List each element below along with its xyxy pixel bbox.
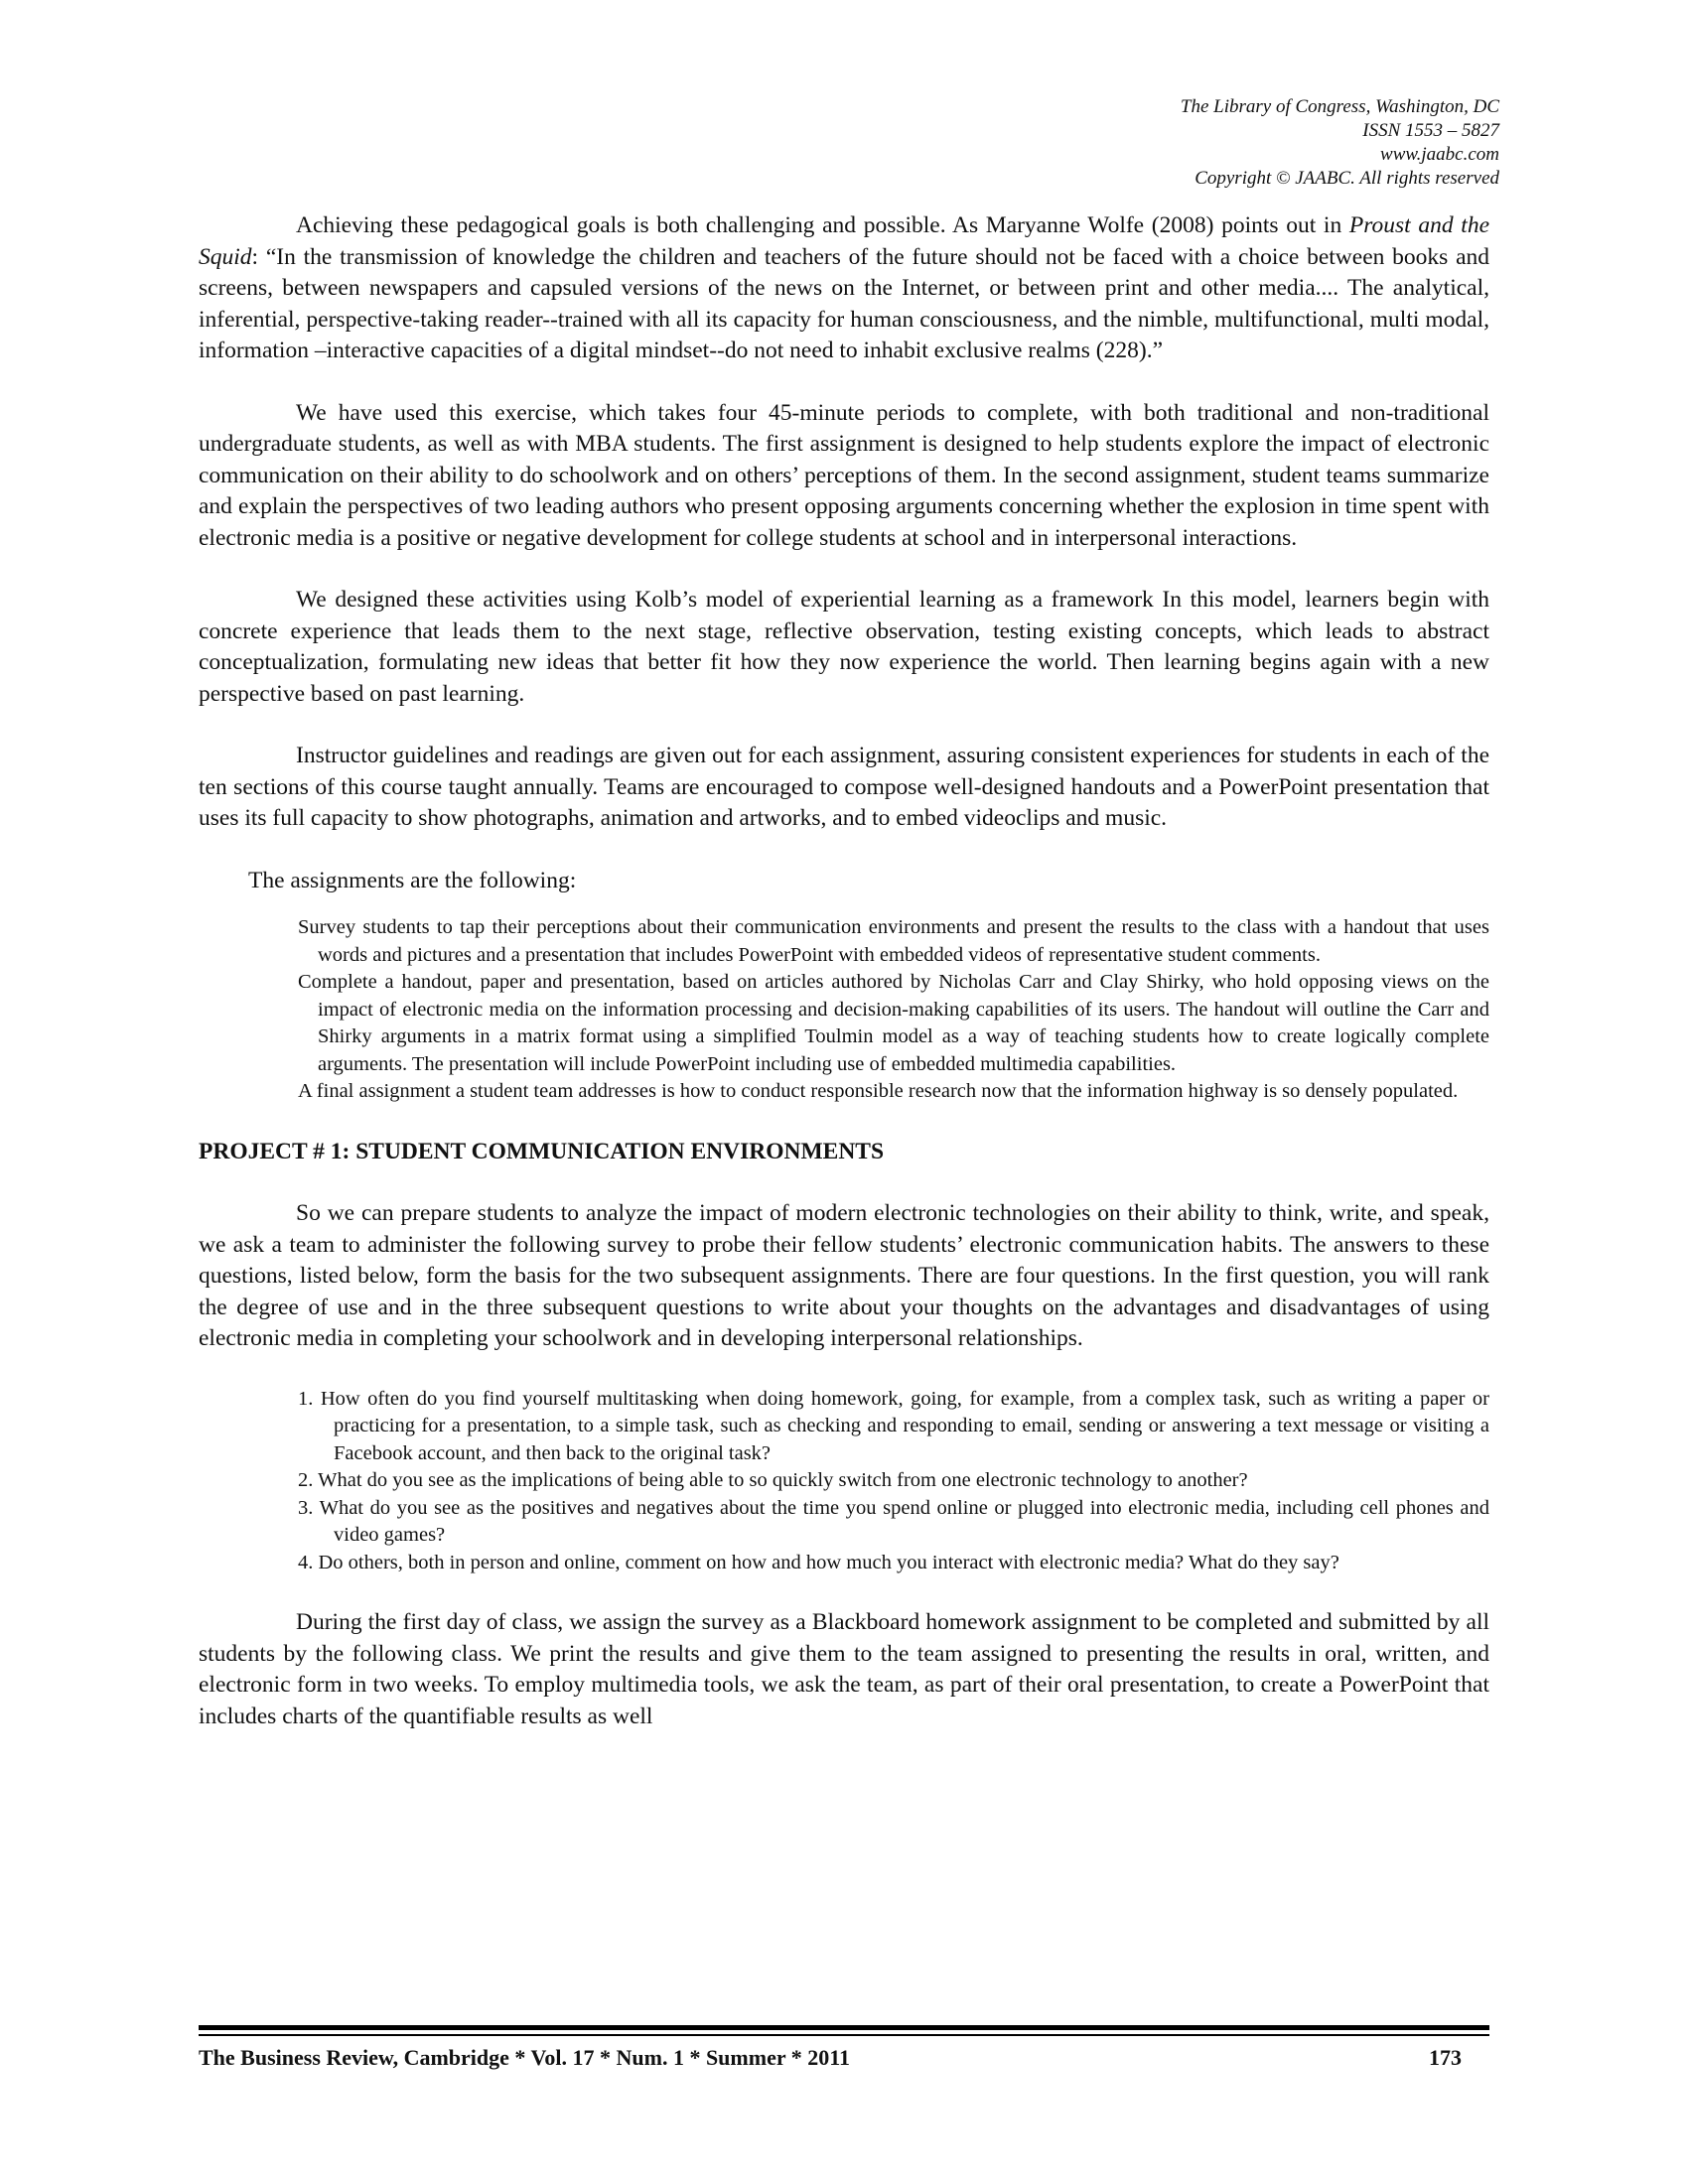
footer-divider-thin: [199, 2034, 1489, 2036]
list-item: A final assignment a student team addresses is how to conduct responsible research now that the information highway is so densely populated.: [298, 1080, 1459, 1102]
paragraph-1-text-b: : “In the transmission of knowledge the children and teachers of the future should not be faced with a choice between books and screens, between newspapers and capsuled versions of the news on the Internet, or between print and other media.... The analytical, inferential, perspective-taking reader--trained with all its capacity for human consciousness, and the nimble, multifunctional, multi modal, information –interactive capacities of a digital mindset--do not need to inhabit exclusive realms (228).”: [199, 243, 1489, 363]
paragraph-7: During the first day of class, we assign the survey as a Blackboard homework assignment to be completed and submitted by all students by the following class. We print the results and give them to the team assigned to presenting the results in oral, written, and electronic form in two weeks. To employ multimedia tools, we ask the team, as part of their oral presentation, to create a PowerPoint that includes charts of the quantifiable results as well: [199, 1609, 1489, 1729]
assignments-lead: The assignments are the following:: [248, 867, 577, 893]
page-header: [1181, 95, 1499, 191]
section-heading: PROJECT # 1: STUDENT COMMUNICATION ENVIRONMENTS: [199, 1138, 885, 1164]
list-item: Complete a handout, paper and presentation, based on articles authored by Nicholas Carr and Clay Shirky, who hold opposing views on the impact of electronic media on the information processing and decision-making capabilities of its users. The handout will outline the Carr and Shirky arguments in a matrix format using a simplified Toulmin model as a way of teaching students how to create logically complete arguments. The presentation will include PowerPoint including use of embedded multimedia capabilities.: [298, 971, 1489, 1075]
list-item: Survey students to tap their perceptions about their communication environments and present the results to the class with a handout that uses words and pictures and a presentation that includes PowerPoint with embedded videos of representative student comments.: [298, 916, 1489, 966]
book-title: Proust and the Squid: [199, 212, 1489, 270]
paragraph-2: We have used this exercise, which takes four 45-minute periods to complete, with both traditional and non-traditional undergraduate students, as well as with MBA students. The first assignment is designed to help students explore the impact of electronic communication on their ability to do schoolwork and on others’ perceptions of them. In the second assignment, student teams summarize and explain the perspectives of two leading authors who present opposing arguments concerning whether the explosion in time spent with electronic media is a positive or negative development for college students at school and in interpersonal interactions.: [199, 399, 1489, 551]
page-footer: [199, 2045, 1489, 2071]
list-item: 2. What do you see as the implications of being able to so quickly switch from one electronic technology to another?: [298, 1469, 1248, 1491]
list-item: 4. Do others, both in person and online, comment on how and how much you interact with electronic media? What do they say?: [298, 1551, 1339, 1573]
page-number: 173: [1429, 2045, 1462, 2070]
list-item: 3. What do you see as the positives and negatives about the time you spend online or plugged into electronic media, including cell phones and video games?: [298, 1496, 1489, 1546]
assignments-list: [199, 914, 1489, 1106]
header-website: www.jaabc.com: [1380, 144, 1499, 165]
footer-divider: [199, 2025, 1489, 2030]
paragraph-1-text-a: Achieving these pedagogical goals is both challenging and possible. As Maryanne Wolfe (2008) points out in: [296, 212, 1349, 238]
paragraph-6: So we can prepare students to analyze the impact of modern electronic technologies on their ability to think, write, and speak, we ask a team to administer the following survey to probe their fellow students’ electronic communication habits. The answers to these questions, listed below, form the basis for the two subsequent assignments. There are four questions. In the first question, you will rank the degree of use and in the three subsequent questions to write about your thoughts on the advantages and disadvantages of using electronic media in completing your schoolwork and in developing interpersonal relationships.: [199, 1200, 1489, 1351]
header-copyright: Copyright © JAABC. All rights reserved: [1195, 168, 1499, 189]
survey-questions: [199, 1386, 1489, 1577]
paragraph-1: [199, 210, 1489, 367]
article-body: [199, 210, 1489, 1763]
header-library: The Library of Congress, Washington, DC: [1180, 96, 1499, 117]
header-issn: ISSN 1553 – 5827: [1362, 120, 1499, 141]
journal-citation: The Business Review, Cambridge * Vol. 17 * Num. 1 * Summer * 2011: [199, 2045, 850, 2070]
paragraph-3: We designed these activities using Kolb’s model of experiential learning as a framework In this model, learners begin with concrete experience that leads them to the next stage, reflective observation, testing existing concepts, which leads to abstract conceptualization, formulating new ideas that better fit how they now experience the world. Then learning begins again with a new perspective based on past learning.: [199, 587, 1489, 707]
paragraph-4: Instructor guidelines and readings are given out for each assignment, assuring consistent experiences for students in each of the ten sections of this course taught annually. Teams are encouraged to compose well-designed handouts and a PowerPoint presentation that uses its full capacity to show photographs, animation and artworks, and to embed videoclips and music.: [199, 743, 1489, 831]
list-item: 1. How often do you find yourself multitasking when doing homework, going, for example, from a complex task, such as writing a paper or practicing for a presentation, to a simple task, such as checking and responding to email, sending or answering a text message or visiting a Facebook account, and then back to the original task?: [298, 1387, 1489, 1464]
